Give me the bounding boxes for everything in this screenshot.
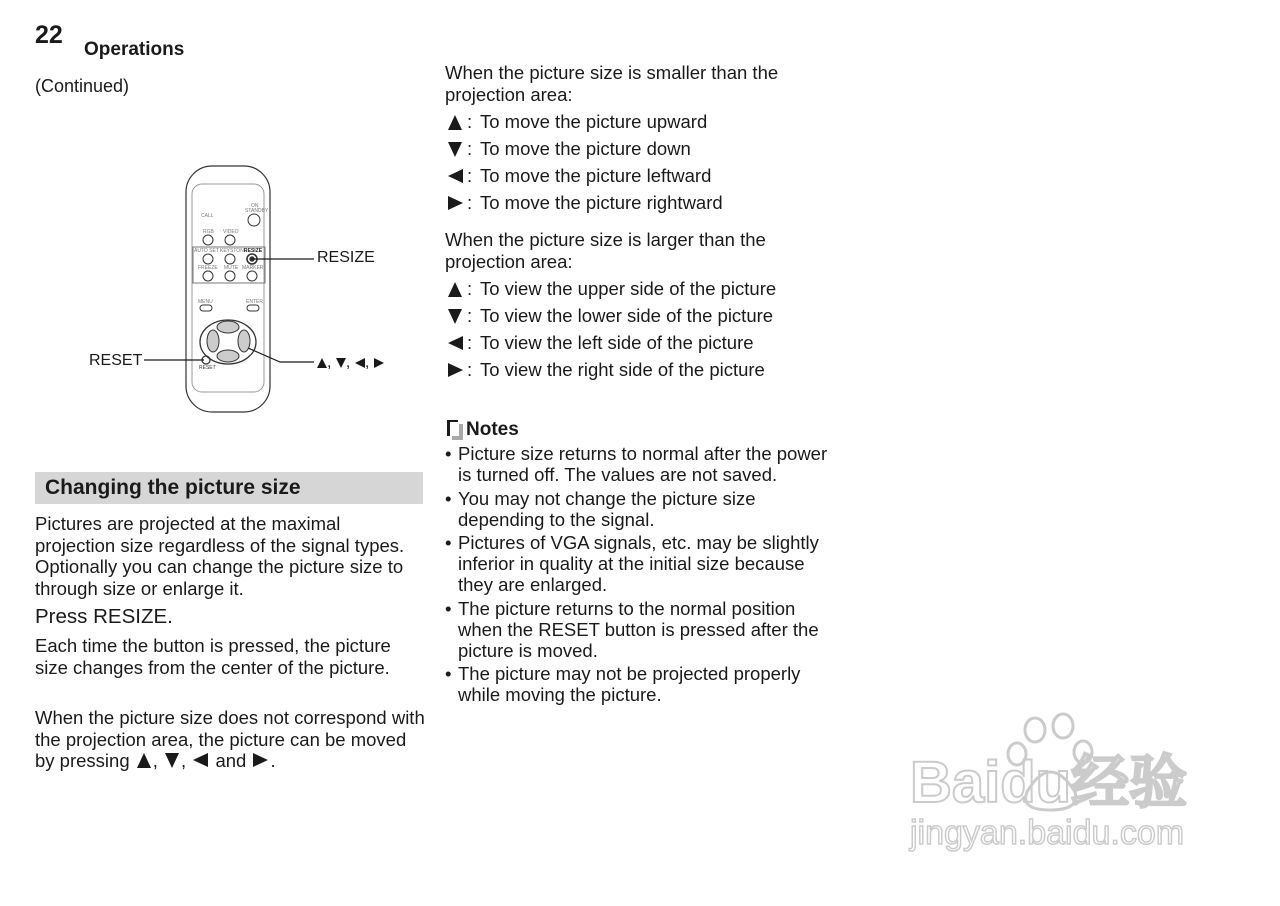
watermark-brand: Baidu经验 (910, 750, 1188, 815)
label-standby: STANDBY (245, 208, 269, 214)
notes-title: Notes (466, 419, 519, 440)
note-item: • The picture may not be projected properly while moving the picture. (445, 663, 801, 705)
smaller-heading: When the picture size is smaller than the projection area: (445, 62, 779, 105)
label-menu: MENU (198, 299, 213, 305)
move-instruction: When the picture size does not correspond with the projection area, the picture can be moved by pressing , , and . (35, 707, 425, 771)
resize-callout-label: RESIZE (317, 249, 375, 266)
section-title: Operations (84, 39, 185, 60)
left-arrow-icon (355, 358, 365, 368)
left-arrow-icon (193, 753, 208, 767)
up-arrow-icon (317, 358, 327, 368)
arrow-keys-callout-label: , , , (317, 353, 384, 373)
down-arrow-icon (448, 309, 462, 324)
notes-header (445, 419, 645, 441)
label-call: CALL (201, 213, 214, 219)
down-arrow-icon (336, 358, 346, 368)
right-arrow-icon (448, 363, 463, 377)
label-mute: MUTE (224, 265, 239, 271)
notes-icon (447, 420, 463, 440)
down-arrow-icon (448, 142, 462, 157)
remote-control-figure (80, 160, 420, 420)
up-arrow-icon (137, 753, 151, 768)
callout-lines (144, 259, 314, 362)
continued-note: (Continued) (35, 76, 130, 96)
label-keystone: KEYSTONE (220, 248, 248, 254)
press-resize-instruction: Press RESIZE. (35, 605, 173, 628)
label-video: VIDEO (223, 229, 239, 235)
note-item: • The picture returns to the normal position when the RESET button is pressed after the picture is moved. (445, 598, 819, 661)
press-resize-description: Each time the button is pressed, the picture size changes from the center of the picture. (35, 635, 391, 678)
right-arrow-icon (374, 358, 384, 368)
reset-callout-label: RESET (89, 352, 143, 369)
section-intro: Pictures are projected at the maximal projection size regardless of the signal types. Optionally you can change the picture size to through size or enlarge it. (35, 513, 405, 599)
note-item: • You may not change the picture size depending to the signal. (445, 488, 756, 530)
label-auto-set: AUTO SET (194, 248, 219, 254)
label-rgb: RGB (203, 229, 214, 235)
label-enter: ENTER (246, 299, 263, 305)
label-reset-small: RESET (199, 365, 216, 371)
label-on: ON (251, 203, 259, 209)
remote-button-labels (194, 203, 269, 371)
section-heading-bar (35, 472, 423, 504)
left-arrow-icon (448, 169, 463, 183)
up-arrow-icon (448, 282, 462, 297)
label-marker: MARKER (242, 265, 264, 271)
label-resize: RESIZE (244, 248, 263, 254)
page-number: 22 (35, 21, 63, 49)
watermark-url: jingyan.baidu.com (910, 814, 1185, 852)
section-heading: Changing the picture size (45, 476, 301, 499)
right-arrow-icon (448, 196, 463, 210)
label-freeze: FREEZE (198, 265, 218, 271)
down-arrow-icon (165, 753, 179, 768)
baidu-watermark (905, 712, 1205, 862)
note-item: • Picture size returns to normal after the power is turned off. The values are not saved. (445, 443, 828, 485)
left-arrow-icon (448, 336, 463, 350)
up-arrow-icon (448, 115, 462, 130)
note-item: • Pictures of VGA signals, etc. may be slightly inferior in quality at the initial size because they are enlarged. (445, 532, 819, 595)
right-arrow-icon (253, 753, 268, 767)
larger-heading: When the picture size is larger than the projection area: (445, 229, 766, 272)
